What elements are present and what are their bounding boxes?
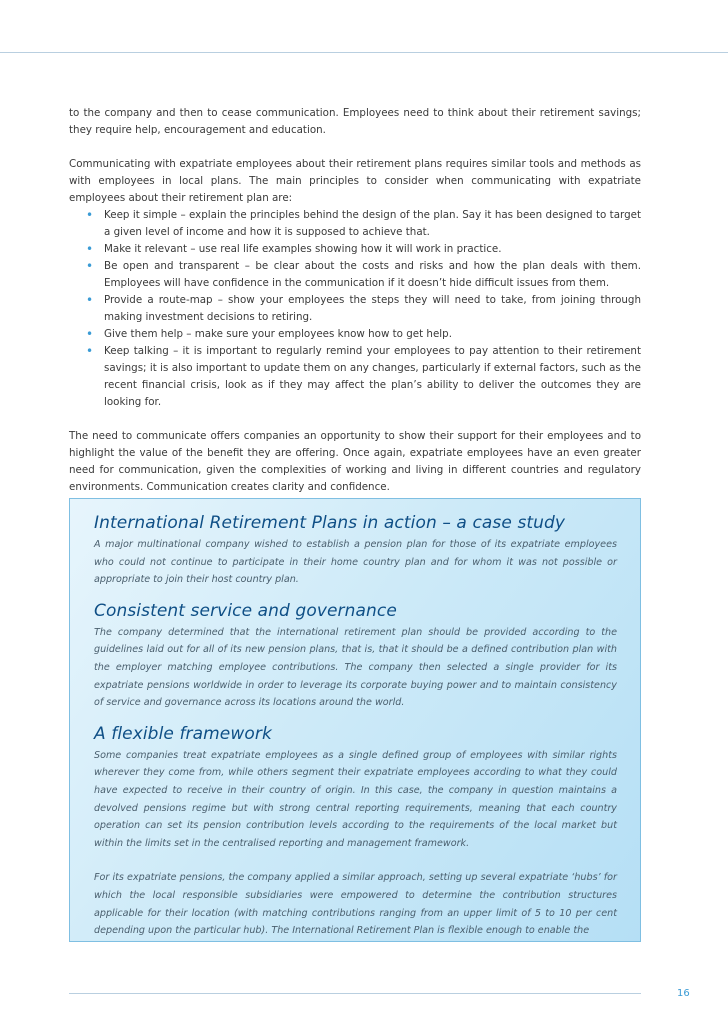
list-item: • Keep talking – it is important to regularly remind your employees to pay attention to their retirement savings; it is also important to update them on any changes, particularly if external factors, such as the recent financial crisis, look as if they may affect the plan’s ability to deliver the outcomes they are looking for. — [86, 344, 641, 408]
bullet-icon: • — [86, 293, 94, 307]
header-rule — [0, 52, 728, 53]
case-study-title: International Retirement Plans in action – a case study — [94, 513, 566, 533]
list-item: • Give them help – make sure your employees know how to get help. — [86, 327, 452, 341]
list-item: • Make it relevant – use real life examples showing how it will work in practice. — [86, 242, 502, 256]
section-text-framework: Some companies treat expatriate employees as a single defined group of employees with similar rights wherever they come from, while others segment their expatriate employees according to what they could have expected to receive in their country of origin. In this case, the company in question maintains a devolved pensions regime but with strong central reporting requirements, meaning that each country operation can set its pension contribution levels according to the requirements of the local market but within the limits set in the centralised reporting and management framework. — [94, 749, 617, 849]
paragraph-communication: The need to communicate offers companies an opportunity to show their support for their employees and to highlight the value of the benefit they are offering. Once again, expatriate employees have an even greater need for communication, given the complexities of working and living in different countries and regulatory environments. Communication creates clarity and confidence. — [69, 430, 641, 493]
list-item: • Provide a route-map – show your employees the steps they will need to take, from joining through making investment decisions to retiring. — [86, 293, 641, 323]
bullet-icon: • — [86, 327, 94, 341]
paragraph-principles: Communicating with expatriate employees about their retirement plans requires similar tools and methods as with employees in local plans. The main principles to consider when communicating with expatriate employees about their retirement plan are: — [69, 158, 641, 204]
section-text-framework-continued: For its expatriate pensions, the company applied a similar approach, setting up several expatriate ‘hubs’ for which the local responsible subsidiaries were empowered to determine the contribution structures applicable for their location (with matching contributions ranging from an upper limit of 5 to 10 per cent depending upon the particular hub). The International Retirement Plan is flexible enough to enable the — [94, 872, 617, 937]
footer-rule — [69, 993, 641, 994]
case-study-intro: A major multinational company wished to establish a pension plan for those of its expatriate employees who could not continue to participate in their home country plan and for whom it was not possible or appropriate to join their host country plan. — [94, 539, 617, 586]
paragraph-intro: to the company and then to cease communication. Employees need to think about their retirement savings; they require help, encouragement and education. — [69, 107, 641, 136]
case-study-box — [69, 498, 641, 942]
body-text — [69, 105, 641, 496]
list-item: • Be open and transparent – be clear about the costs and risks and how the plan deals with them. Employees will have confidence in the communication if it doesn’t hide difficult issues from them. — [86, 259, 641, 289]
principles-list — [69, 207, 641, 411]
section-heading-framework: A flexible framework — [94, 723, 272, 744]
bullet-icon: • — [86, 259, 94, 273]
case-study-content — [94, 511, 617, 940]
bullet-icon: • — [86, 344, 94, 358]
section-heading-governance: Consistent service and governance — [94, 600, 397, 621]
list-item: • Keep it simple – explain the principles behind the design of the plan. Say it has been designed to target a given level of income and how it is supposed to achieve that. — [86, 208, 641, 238]
bullet-icon: • — [86, 242, 94, 256]
section-text-governance: The company determined that the international retirement plan should be provided according to the guidelines laid out for all of its new pension plans, that is, that it should be a defined contribution plan with the employer matching employee contributions. The company then selected a single provider for its expatriate pensions worldwide in order to leverage its corporate buying power and to maintain consistency of service and governance across its locations around the world. — [94, 626, 617, 709]
bullet-icon: • — [86, 208, 94, 222]
page-number: 16 — [677, 988, 690, 999]
